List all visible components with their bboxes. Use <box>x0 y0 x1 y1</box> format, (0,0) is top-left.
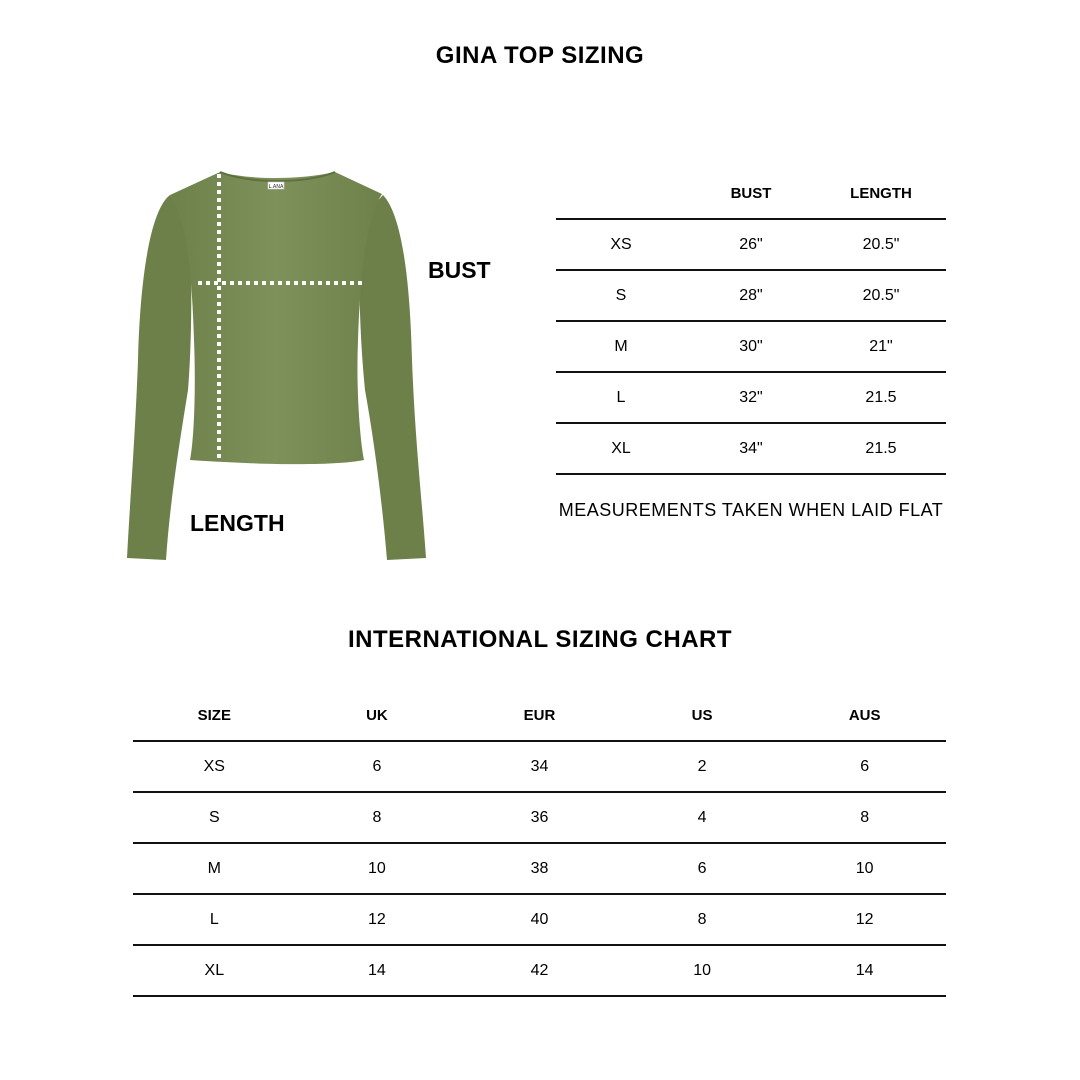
table-row <box>556 423 946 474</box>
table-row <box>133 792 946 843</box>
international-chart-title: INTERNATIONAL SIZING CHART <box>347 626 733 653</box>
table-cell: 10 <box>621 945 784 996</box>
length-label: LENGTH <box>190 510 285 536</box>
table-row <box>556 270 946 321</box>
measurement-note: MEASUREMENTS TAKEN WHEN LAID FLAT <box>558 500 944 520</box>
left-sleeve <box>127 195 191 560</box>
table-cell: 8 <box>783 792 946 843</box>
table-cell: 8 <box>296 792 459 843</box>
table-cell: 6 <box>783 741 946 792</box>
table-cell: M <box>133 843 296 894</box>
table-cell: 38 <box>458 843 621 894</box>
length-cell: 21" <box>816 321 946 372</box>
table-cell: 4 <box>621 792 784 843</box>
table-header-row <box>133 690 946 741</box>
right-sleeve <box>359 195 426 560</box>
table-cell: XL <box>133 945 296 996</box>
header-cell: EUR <box>458 690 621 741</box>
table-cell: 12 <box>296 894 459 945</box>
table-row <box>556 219 946 270</box>
table-cell: 2 <box>621 741 784 792</box>
table-cell: 10 <box>783 843 946 894</box>
bust-cell: 30" <box>686 321 816 372</box>
table-row <box>133 894 946 945</box>
header-cell: UK <box>296 690 459 741</box>
table-header-row <box>556 168 946 219</box>
size-cell: L <box>556 372 686 423</box>
length-cell: 21.5 <box>816 372 946 423</box>
bust-cell: 32" <box>686 372 816 423</box>
table-cell: 40 <box>458 894 621 945</box>
size-cell: XL <box>556 423 686 474</box>
table-cell: 14 <box>783 945 946 996</box>
header-cell: LENGTH <box>816 168 946 219</box>
table-cell: 42 <box>458 945 621 996</box>
size-cell: XS <box>556 219 686 270</box>
measurements-table <box>556 168 946 475</box>
length-cell: 20.5" <box>816 270 946 321</box>
table-cell: 8 <box>621 894 784 945</box>
size-cell: S <box>556 270 686 321</box>
table-cell: 12 <box>783 894 946 945</box>
bust-cell: 26" <box>686 219 816 270</box>
table-row <box>133 741 946 792</box>
table-row <box>133 843 946 894</box>
table-cell: L <box>133 894 296 945</box>
table-row <box>556 321 946 372</box>
header-cell: BUST <box>686 168 816 219</box>
garment-tag-text: L.ANA <box>268 184 284 190</box>
header-cell: US <box>621 690 784 741</box>
table-cell: 6 <box>621 843 784 894</box>
table-cell: 10 <box>296 843 459 894</box>
table-cell: 14 <box>296 945 459 996</box>
table-cell: S <box>133 792 296 843</box>
international-sizing-table <box>133 690 946 997</box>
page-title: GINA TOP SIZING <box>435 42 645 69</box>
bust-cell: 34" <box>686 423 816 474</box>
table-row <box>556 372 946 423</box>
size-cell: M <box>556 321 686 372</box>
bust-cell: 28" <box>686 270 816 321</box>
top-garment-illustration <box>110 160 440 570</box>
table-cell: XS <box>133 741 296 792</box>
length-cell: 21.5 <box>816 423 946 474</box>
bust-label: BUST <box>428 257 491 283</box>
table-row <box>133 945 946 996</box>
table-cell: 6 <box>296 741 459 792</box>
header-cell: AUS <box>783 690 946 741</box>
table-cell: 34 <box>458 741 621 792</box>
length-cell: 20.5" <box>816 219 946 270</box>
header-cell: SIZE <box>133 690 296 741</box>
table-cell: 36 <box>458 792 621 843</box>
header-cell <box>556 168 686 219</box>
garment-body <box>170 172 382 464</box>
